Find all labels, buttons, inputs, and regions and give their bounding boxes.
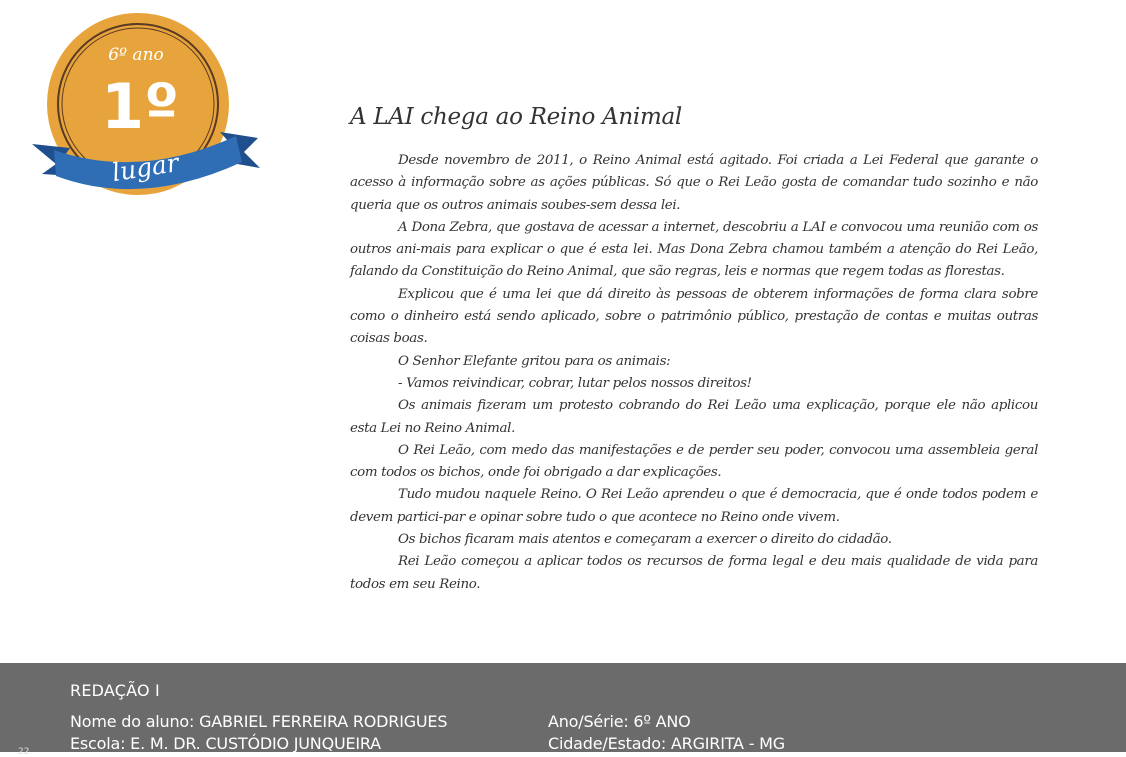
essay-paragraph: Desde novembro de 2011, o Reino Animal está agitado. Foi criada a Lei Federal que garante o acesso à informação sobre as ações públicas. Só que o Rei Leão gosta de comandar tudo sozinho e não queria que os outros animais soubes-sem dessa lei. (350, 153, 1038, 213)
page-corner-mark: 22 (18, 747, 30, 757)
badge-place: 1º (100, 70, 180, 143)
city-state: Cidade/Estado: ARGIRITA - MG (548, 734, 785, 753)
essay-title: A LAI chega ao Reino Animal (350, 104, 682, 130)
essay-paragraph: Os bichos ficaram mais atentos e começaram a exercer o direito do cidadão. (398, 532, 892, 548)
section-label: REDAÇÃO I (70, 681, 160, 700)
essay-paragraph: O Rei Leão, com medo das manifestações e de perder seu poder, convocou uma assembleia geral com todos os bichos, onde foi obrigado a dar explicações. (350, 442, 1038, 481)
badge-grade: 6º ano (108, 45, 164, 65)
badge-ribbon-label: lugar (109, 147, 181, 188)
essay-paragraph: A Dona Zebra, que gostava de acessar a internet, descobriu a LAI e convocou uma reunião com os outros ani-mais para explicar o que é esta lei. Mas Dona Zebra chamou também a atenção do Rei Leão, falando da Constituição do Reino Animal, que são regras, leis e normas que regem todas as florestas. (350, 219, 1038, 280)
essay-paragraph: Os animais fizeram um protesto cobrando do Rei Leão uma explicação, porque ele não aplicou esta Lei no Reino Animal. (350, 398, 1038, 436)
footer-info-bar (0, 663, 1126, 757)
essay-paragraph: Rei Leão começou a aplicar todos os recursos de forma legal e deu mais qualidade de vida para todos em seu Reino. (350, 554, 1038, 592)
essay-body (350, 150, 1038, 596)
essay-article (350, 104, 1038, 596)
essay-paragraph: - Vamos reivindicar, cobrar, lutar pelos nossos direitos! (398, 375, 752, 391)
essay-paragraph: O Senhor Elefante gritou para os animais: (398, 353, 671, 369)
first-place-badge (30, 12, 266, 202)
school-name: Escola: E. M. DR. CUSTÓDIO JUNQUEIRA (70, 734, 381, 753)
essay-paragraph: Tudo mudou naquele Reino. O Rei Leão aprendeu o que é democracia, que é onde todos podem e devem partici-par e opinar sobre tudo o que acontece no Reino onde vivem. (350, 487, 1038, 525)
essay-paragraph: Explicou que é uma lei que dá direito às pessoas de obterem informações de forma clara sobre como o dinheiro está sendo aplicado, sobre o patrimônio público, prestação de contas e muitas outras coisas boas. (350, 286, 1038, 347)
school-year: Ano/Série: 6º ANO (548, 712, 691, 731)
student-name: Nome do aluno: GABRIEL FERREIRA RODRIGUES (70, 712, 448, 731)
